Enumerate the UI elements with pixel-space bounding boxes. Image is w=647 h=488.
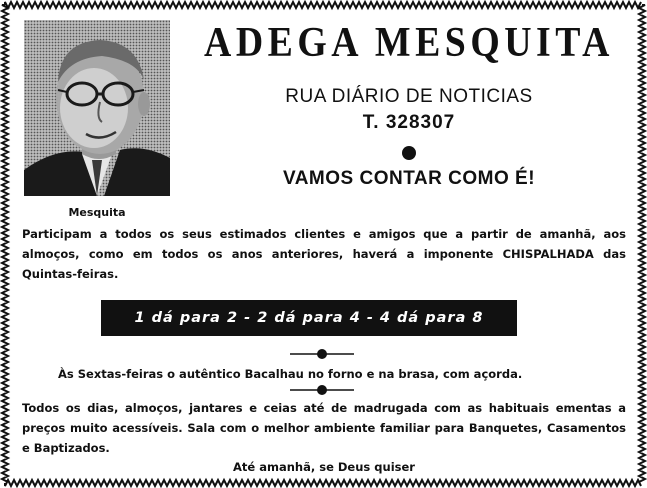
divider-ornament [290, 384, 354, 396]
phone-number: T. 328307 [362, 112, 456, 133]
ad-content [14, 12, 633, 476]
header-block [174, 12, 644, 190]
daily-service-paragraph: Todos os dias, almoços, jantares e ceias até de madrugada com as habituais ementas a preços muito acessíveis. Sala com o melhor ambiente familiar para Banquetes, Casamentos e Baptizados. [22, 401, 626, 455]
photo-caption: Mesquita [68, 206, 126, 219]
promo-banner: 1 dá para 2 - 2 dá para 4 - 4 dá para 8 [101, 300, 517, 336]
divider-ornament [290, 348, 354, 360]
friday-paragraph: Às Sextas-feiras o autêntico Bacalhau no forno e na brasa, com açorda. [58, 367, 523, 381]
announcement-paragraph: Participam a todos os seus estimados clientes e amigos que a partir de amanhã, aos almoços, como em todos os anos anteriores, haverá a imponente CHISPALHADA das Quintas-feiras. [22, 227, 626, 281]
portrait-photo [24, 20, 170, 219]
closing-line: Até amanhã, se Deus quiser [233, 460, 415, 474]
slogan: VAMOS CONTAR COMO É! [282, 168, 536, 189]
ad-title: ADEGA MESQUITA [204, 20, 614, 66]
bullet-dot [402, 146, 416, 160]
address-line: RUA DIÁRIO DE NOTICIAS [285, 86, 533, 107]
portrait-image [24, 20, 170, 196]
